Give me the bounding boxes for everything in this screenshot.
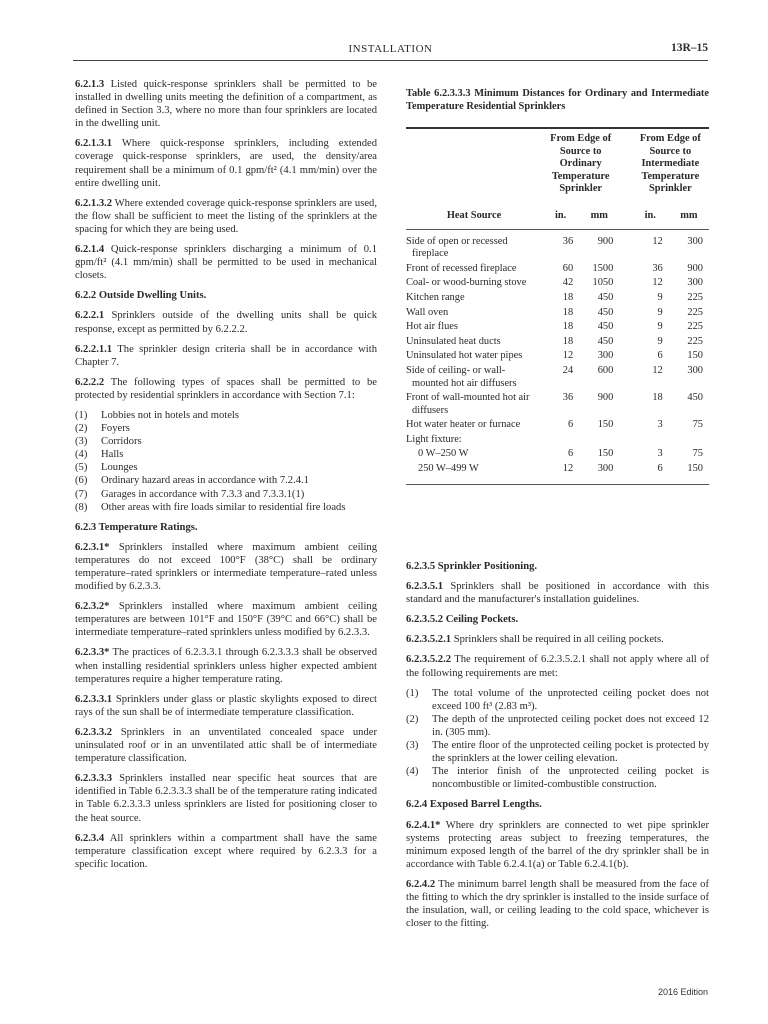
heat-source-cell: Side of ceiling- or wall-mounted hot air diffusers <box>406 364 517 389</box>
list-label: (4) <box>75 449 88 461</box>
ordinary-in-cell: 6 <box>567 419 574 431</box>
intermediate-in-cell: 12 <box>652 235 663 247</box>
heat-source-cell: Kitchen range <box>406 291 465 303</box>
table-row <box>406 349 709 364</box>
clause-number: 6.2.1.4 <box>75 244 105 256</box>
intermediate-mm-cell: 300 <box>687 277 703 289</box>
clause-text: The minimum barrel length shall be measured from the face of the fitting to which the dry sprinkler is installed to the inside surface of the insulation, wall, or ceiling leading to the cold space, whichever is closer to the fitting. <box>406 878 709 930</box>
list-text: Lounges <box>101 462 138 474</box>
clause-text: Sprinklers shall be required in all ceiling pockets. <box>453 634 664 646</box>
ordinary-in-cell: 42 <box>562 277 574 289</box>
table-row <box>406 229 709 262</box>
list-text: The entire floor of the unprotected ceiling pocket is protected by the sprinklers at the lower ceiling elevation. <box>432 740 709 765</box>
paragraph <box>406 819 709 871</box>
intermediate-mm-cell: 225 <box>687 335 703 347</box>
heat-source-cell: Uninsulated hot water pipes <box>406 350 523 362</box>
list-label: (2) <box>406 713 419 725</box>
intermediate-in-cell: 9 <box>657 306 663 318</box>
clause-number: 6.2.2.1.1 <box>75 343 113 355</box>
paragraph <box>75 541 377 593</box>
intermediate-in-cell: 18 <box>652 392 663 404</box>
section-heading: 6.2.3.5 Sprinkler Positioning. <box>406 561 538 572</box>
intermediate-in-cell: 3 <box>657 419 663 431</box>
intermediate-mm-cell: 300 <box>687 235 703 247</box>
ordinary-in-cell: 60 <box>562 262 574 274</box>
list-text: Garages in accordance with 7.3.3 and 7.3.3.1(1) <box>101 488 305 500</box>
list-label: (1) <box>75 409 88 421</box>
section-title: INSTALLATION <box>348 43 433 55</box>
list-item <box>75 448 377 461</box>
intermediate-mm-cell: 225 <box>687 306 703 318</box>
clause-number: 6.2.3.5.1 <box>406 581 444 593</box>
list-item <box>75 435 377 448</box>
heat-source-cell: Side of open or recessed fireplace <box>406 235 508 260</box>
ordinary-in-cell: 36 <box>562 235 574 247</box>
heat-source-cell: Wall oven <box>406 306 449 318</box>
paragraph <box>75 376 377 402</box>
list-item <box>75 461 377 474</box>
ordinary-mm-cell: 450 <box>597 335 614 347</box>
clause-text: Sprinklers installed where maximum ambient ceiling temperatures do not exceed 100°F (38°C) shall be ordinary temperature–rated sprinklers or intermediate temperature–rated unless modified by 6.2.3.3. <box>75 541 377 593</box>
intermediate-in-cell: 12 <box>652 277 663 289</box>
clause-text: Sprinklers installed where maximum ambient ceiling temperatures are between 101°F and 150°F (39°C and 66°C) shall be intermediate temperature–rated sprinklers unless modified by 6.2.3.3. <box>75 601 377 639</box>
list-item <box>406 765 709 791</box>
clause-number: 6.2.3.4 <box>75 832 105 844</box>
ordinary-mm-cell: 600 <box>597 364 614 376</box>
list-label: (8) <box>75 501 88 513</box>
paragraph <box>406 633 709 646</box>
table-body <box>406 229 709 484</box>
ordinary-in-cell: 18 <box>562 335 574 347</box>
page-number: 13R–15 <box>670 42 708 54</box>
list-text: Corridors <box>101 436 142 448</box>
list-item <box>75 501 377 514</box>
clause-number: 6.2.2.1 <box>75 310 105 322</box>
clause-number: 6.2.3.1* <box>75 541 110 553</box>
list-text: The depth of the unprotected ceiling pocket does not exceed 12 in. (305 mm). <box>432 713 709 738</box>
clause-number: 6.2.3.3* <box>75 647 110 659</box>
left-column <box>75 78 377 878</box>
right-column <box>406 560 709 937</box>
clause-number: 6.2.3.3.3 <box>75 773 113 785</box>
list-text: Other areas with fire loads similar to residential fire loads <box>101 501 346 513</box>
intermediate-in-cell: 6 <box>657 350 663 362</box>
ordinary-mm-cell: 300 <box>597 350 614 362</box>
table-row <box>406 364 709 391</box>
ordinary-in-cell: 24 <box>562 364 574 376</box>
intermediate-mm-cell: 450 <box>687 392 703 404</box>
paragraph <box>75 137 377 189</box>
heat-source-cell: Front of wall-mounted hot air diffusers <box>406 392 530 416</box>
list-item <box>75 474 377 487</box>
ordinary-mm-cell: 450 <box>597 306 614 318</box>
clause-number: 6.2.3.5.2.1 <box>406 634 452 646</box>
list-label: (1) <box>406 687 419 699</box>
heat-source-cell: Hot water heater or furnace <box>406 419 521 431</box>
heat-source-cell: 0 W–250 W <box>418 448 469 460</box>
ordinary-in-cell: 18 <box>562 321 574 333</box>
intermediate-in-cell <box>632 433 669 448</box>
paragraph <box>406 580 709 606</box>
intermediate-mm-cell: 75 <box>692 419 703 431</box>
running-header <box>73 38 708 61</box>
intermediate-mm-cell: 900 <box>687 262 703 274</box>
clause-text: Where extended coverage quick-response sprinklers are used, the flow shall be sufficient to meet the listing of the sprinklers at the spacing for which they are being used. <box>75 197 377 235</box>
ordinary-mm-cell: 900 <box>597 392 614 404</box>
section-heading: 6.2.3 Temperature Ratings. <box>75 521 198 533</box>
list-label: (7) <box>75 488 88 500</box>
paragraph <box>75 646 377 685</box>
list-item <box>406 739 709 765</box>
intermediate-in-cell: 3 <box>657 448 663 460</box>
table-row <box>406 433 709 448</box>
ordinary-mm-cell: 450 <box>597 321 614 333</box>
intermediate-in-cell: 9 <box>657 321 663 333</box>
edition-footer: 2016 Edition <box>657 987 708 997</box>
table-row <box>406 262 709 277</box>
paragraph <box>75 726 377 765</box>
clause-number: 6.2.1.3.1 <box>75 138 113 150</box>
table-row <box>406 391 709 418</box>
clause-number: 6.2.3.5.2.2 <box>406 654 452 666</box>
clause-text: Where quick-response sprinklers, including extended coverage quick-response sprinklers, are used, the density/area requirement shall be a minimum of 0.1 gpm/ft² (4.1 mm/min) over the entire dwelling unit. <box>75 138 377 189</box>
col-mm: mm <box>590 209 608 221</box>
clause-number: 6.2.3.2* <box>75 601 110 613</box>
clause-text: The requirement of 6.2.3.5.2.1 shall not apply where all of the following requirements are met: <box>406 654 709 679</box>
intermediate-in-cell: 9 <box>657 335 663 347</box>
list-text: Lobbies not in hotels and motels <box>101 409 239 421</box>
intermediate-mm-cell: 75 <box>692 448 703 460</box>
section-heading: 6.2.2 Outside Dwelling Units. <box>75 290 207 302</box>
ordinary-in-cell: 18 <box>562 306 574 318</box>
ordinary-in-cell: 36 <box>562 392 574 404</box>
list-label: (4) <box>406 766 419 778</box>
paragraph <box>75 78 377 130</box>
heat-source-cell: Uninsulated heat ducts <box>406 335 501 347</box>
group-header-ordinary: From Edge of Source to Ordinary Temperature Sprinkler <box>550 133 612 195</box>
ordinary-mm-cell: 150 <box>597 419 614 431</box>
ordinary-in-cell: 12 <box>562 350 574 362</box>
list-item <box>406 713 709 739</box>
section-heading: 6.2.4 Exposed Barrel Lengths. <box>406 799 542 811</box>
numbered-list <box>75 409 377 514</box>
clause-number: 6.2.3.3.2 <box>75 726 113 738</box>
group-header-intermediate: From Edge of Source to Intermediate Temperature Sprinkler <box>639 133 701 195</box>
intermediate-mm-cell <box>669 433 709 448</box>
paragraph <box>406 653 709 679</box>
list-item <box>406 687 709 713</box>
ordinary-mm-cell: 1050 <box>592 277 614 289</box>
col-in: in. <box>554 209 567 221</box>
intermediate-in-cell: 9 <box>657 291 663 303</box>
list-label: (3) <box>75 436 88 448</box>
ordinary-mm-cell: 900 <box>597 235 614 247</box>
clause-text: Sprinklers installed near specific heat sources that are identified in Table 6.2.3.3.3 shall be of the temperature rating indicated in Table 6.2.3.3.3 unless sprinklers are listed for positioning closer to the heat source. <box>75 773 377 824</box>
clause-text: Sprinklers outside of the dwelling units shall be quick response, except as permitted by 6.2.2.2. <box>75 310 377 335</box>
intermediate-mm-cell: 300 <box>687 364 703 376</box>
ordinary-in-cell: 18 <box>562 291 574 303</box>
list-item <box>75 488 377 501</box>
paragraph <box>75 832 377 871</box>
list-label: (2) <box>75 423 88 435</box>
paragraph <box>75 243 377 282</box>
table-row <box>406 320 709 335</box>
list-item <box>75 422 377 435</box>
list-label: (6) <box>75 475 88 487</box>
intermediate-in-cell: 12 <box>652 364 663 376</box>
clause-number: 6.2.1.3 <box>75 79 105 90</box>
clause-text: All sprinklers within a compartment shall have the same temperature classification except where required by 6.2.3.3 for a specific location. <box>75 832 377 870</box>
clause-text: Quick-response sprinklers discharging a minimum of 0.1 gpm/ft² (4.1 mm/min) shall be permitted to be used in mechanical closets. <box>75 244 377 282</box>
paragraph <box>75 197 377 236</box>
table-row <box>406 447 709 462</box>
clause-number: 6.2.1.3.2 <box>75 197 113 209</box>
list-text: Foyers <box>101 423 130 435</box>
table-row <box>406 291 709 306</box>
clause-number: 6.2.2.2 <box>75 376 105 388</box>
intermediate-mm-cell: 225 <box>687 321 703 333</box>
list-item <box>75 409 377 422</box>
list-text: Halls <box>101 449 124 461</box>
paragraph <box>75 693 377 719</box>
paragraph <box>406 878 709 930</box>
clause-text: Sprinklers shall be positioned in accordance with this standard and the manufacturer's installation guidelines. <box>406 581 709 606</box>
list-label: (3) <box>406 740 419 752</box>
col-mm: mm <box>680 209 698 221</box>
col-in: in. <box>644 209 656 221</box>
col-heat-source: Heat Source <box>446 209 502 221</box>
ordinary-in-cell <box>542 433 579 448</box>
ordinary-mm-cell: 1500 <box>592 262 614 274</box>
list-text: The interior finish of the unprotected ceiling pocket is noncombustible or limited-combustible construction. <box>432 766 709 791</box>
intermediate-in-cell: 36 <box>652 262 663 274</box>
clause-text: Listed quick-response sprinklers shall be permitted to be installed in dwelling units meeting the definition of a compartment, as defined in Section 3.3, where no more than four sprinklers are located in the dwelling unit. <box>75 79 377 130</box>
table-row <box>406 276 709 291</box>
intermediate-mm-cell: 225 <box>687 291 703 303</box>
ordinary-in-cell: 6 <box>567 448 574 460</box>
list-label: (5) <box>75 462 88 474</box>
paragraph <box>75 600 377 639</box>
table-row <box>406 462 709 484</box>
clause-number: 6.2.4.1* <box>406 819 441 831</box>
heat-source-cell: 250 W–499 W <box>406 462 542 484</box>
intermediate-in-cell: 6 <box>632 462 669 484</box>
list-text: The total volume of the unprotected ceiling pocket does not exceed 100 ft³ (2.83 m³). <box>432 687 709 712</box>
numbered-list <box>406 687 709 792</box>
paragraph <box>75 772 377 824</box>
clause-text: Sprinklers in an unventilated concealed space under uninsulated roof or in an unventilated attic shall be of intermediate temperature classification. <box>75 726 377 765</box>
clause-text: The sprinkler design criteria shall be in accordance with Chapter 7. <box>75 343 377 368</box>
ordinary-mm-cell: 450 <box>597 291 614 303</box>
clause-text: The practices of 6.2.3.3.1 through 6.2.3.3.3 shall be observed when installing residential sprinklers unless higher expected ambient temperatures require a higher temperature rating. <box>75 647 377 685</box>
right-column-table <box>406 87 709 485</box>
clause-text: Sprinklers under glass or plastic skylights exposed to direct rays of the sun shall be of intermediate temperature classification. <box>75 693 377 718</box>
ordinary-in-cell: 12 <box>542 462 579 484</box>
clause-number: 6.2.4.2 <box>406 878 436 890</box>
section-heading: 6.2.3.5.2 Ceiling Pockets. <box>406 614 519 626</box>
table-row <box>406 418 709 433</box>
paragraph <box>75 343 377 369</box>
paragraph <box>75 309 377 335</box>
heat-source-cell: Coal- or wood-burning stove <box>406 277 527 289</box>
ordinary-mm-cell <box>579 433 619 448</box>
intermediate-mm-cell: 150 <box>669 462 709 484</box>
table-row <box>406 335 709 350</box>
table-caption: Table 6.2.3.3.3 Minimum Distances for Ordinary and Intermediate Temperature Residential Sprinklers <box>406 88 709 112</box>
heat-source-cell: Hot air flues <box>406 321 458 333</box>
clause-text: The following types of spaces shall be permitted to be protected by residential sprinklers in accordance with Section 7.1: <box>75 376 377 401</box>
clause-text: Where dry sprinklers are connected to wet pipe sprinkler systems protecting areas subject to freezing temperatures, the minimum exposed length of the barrel of the dry sprinkler shall be in accordance with Table 6.2.4.1(a) or Table 6.2.4.1(b). <box>406 819 709 870</box>
distances-table <box>406 127 709 485</box>
intermediate-mm-cell: 150 <box>687 350 703 362</box>
ordinary-mm-cell: 150 <box>597 448 614 460</box>
ordinary-mm-cell: 300 <box>579 462 619 484</box>
clause-number: 6.2.3.3.1 <box>75 693 113 705</box>
table-row <box>406 306 709 321</box>
list-text: Ordinary hazard areas in accordance with 7.2.4.1 <box>101 475 309 487</box>
heat-source-cell: Front of recessed fireplace <box>406 262 517 274</box>
heat-source-cell: Light fixture: <box>406 433 462 445</box>
